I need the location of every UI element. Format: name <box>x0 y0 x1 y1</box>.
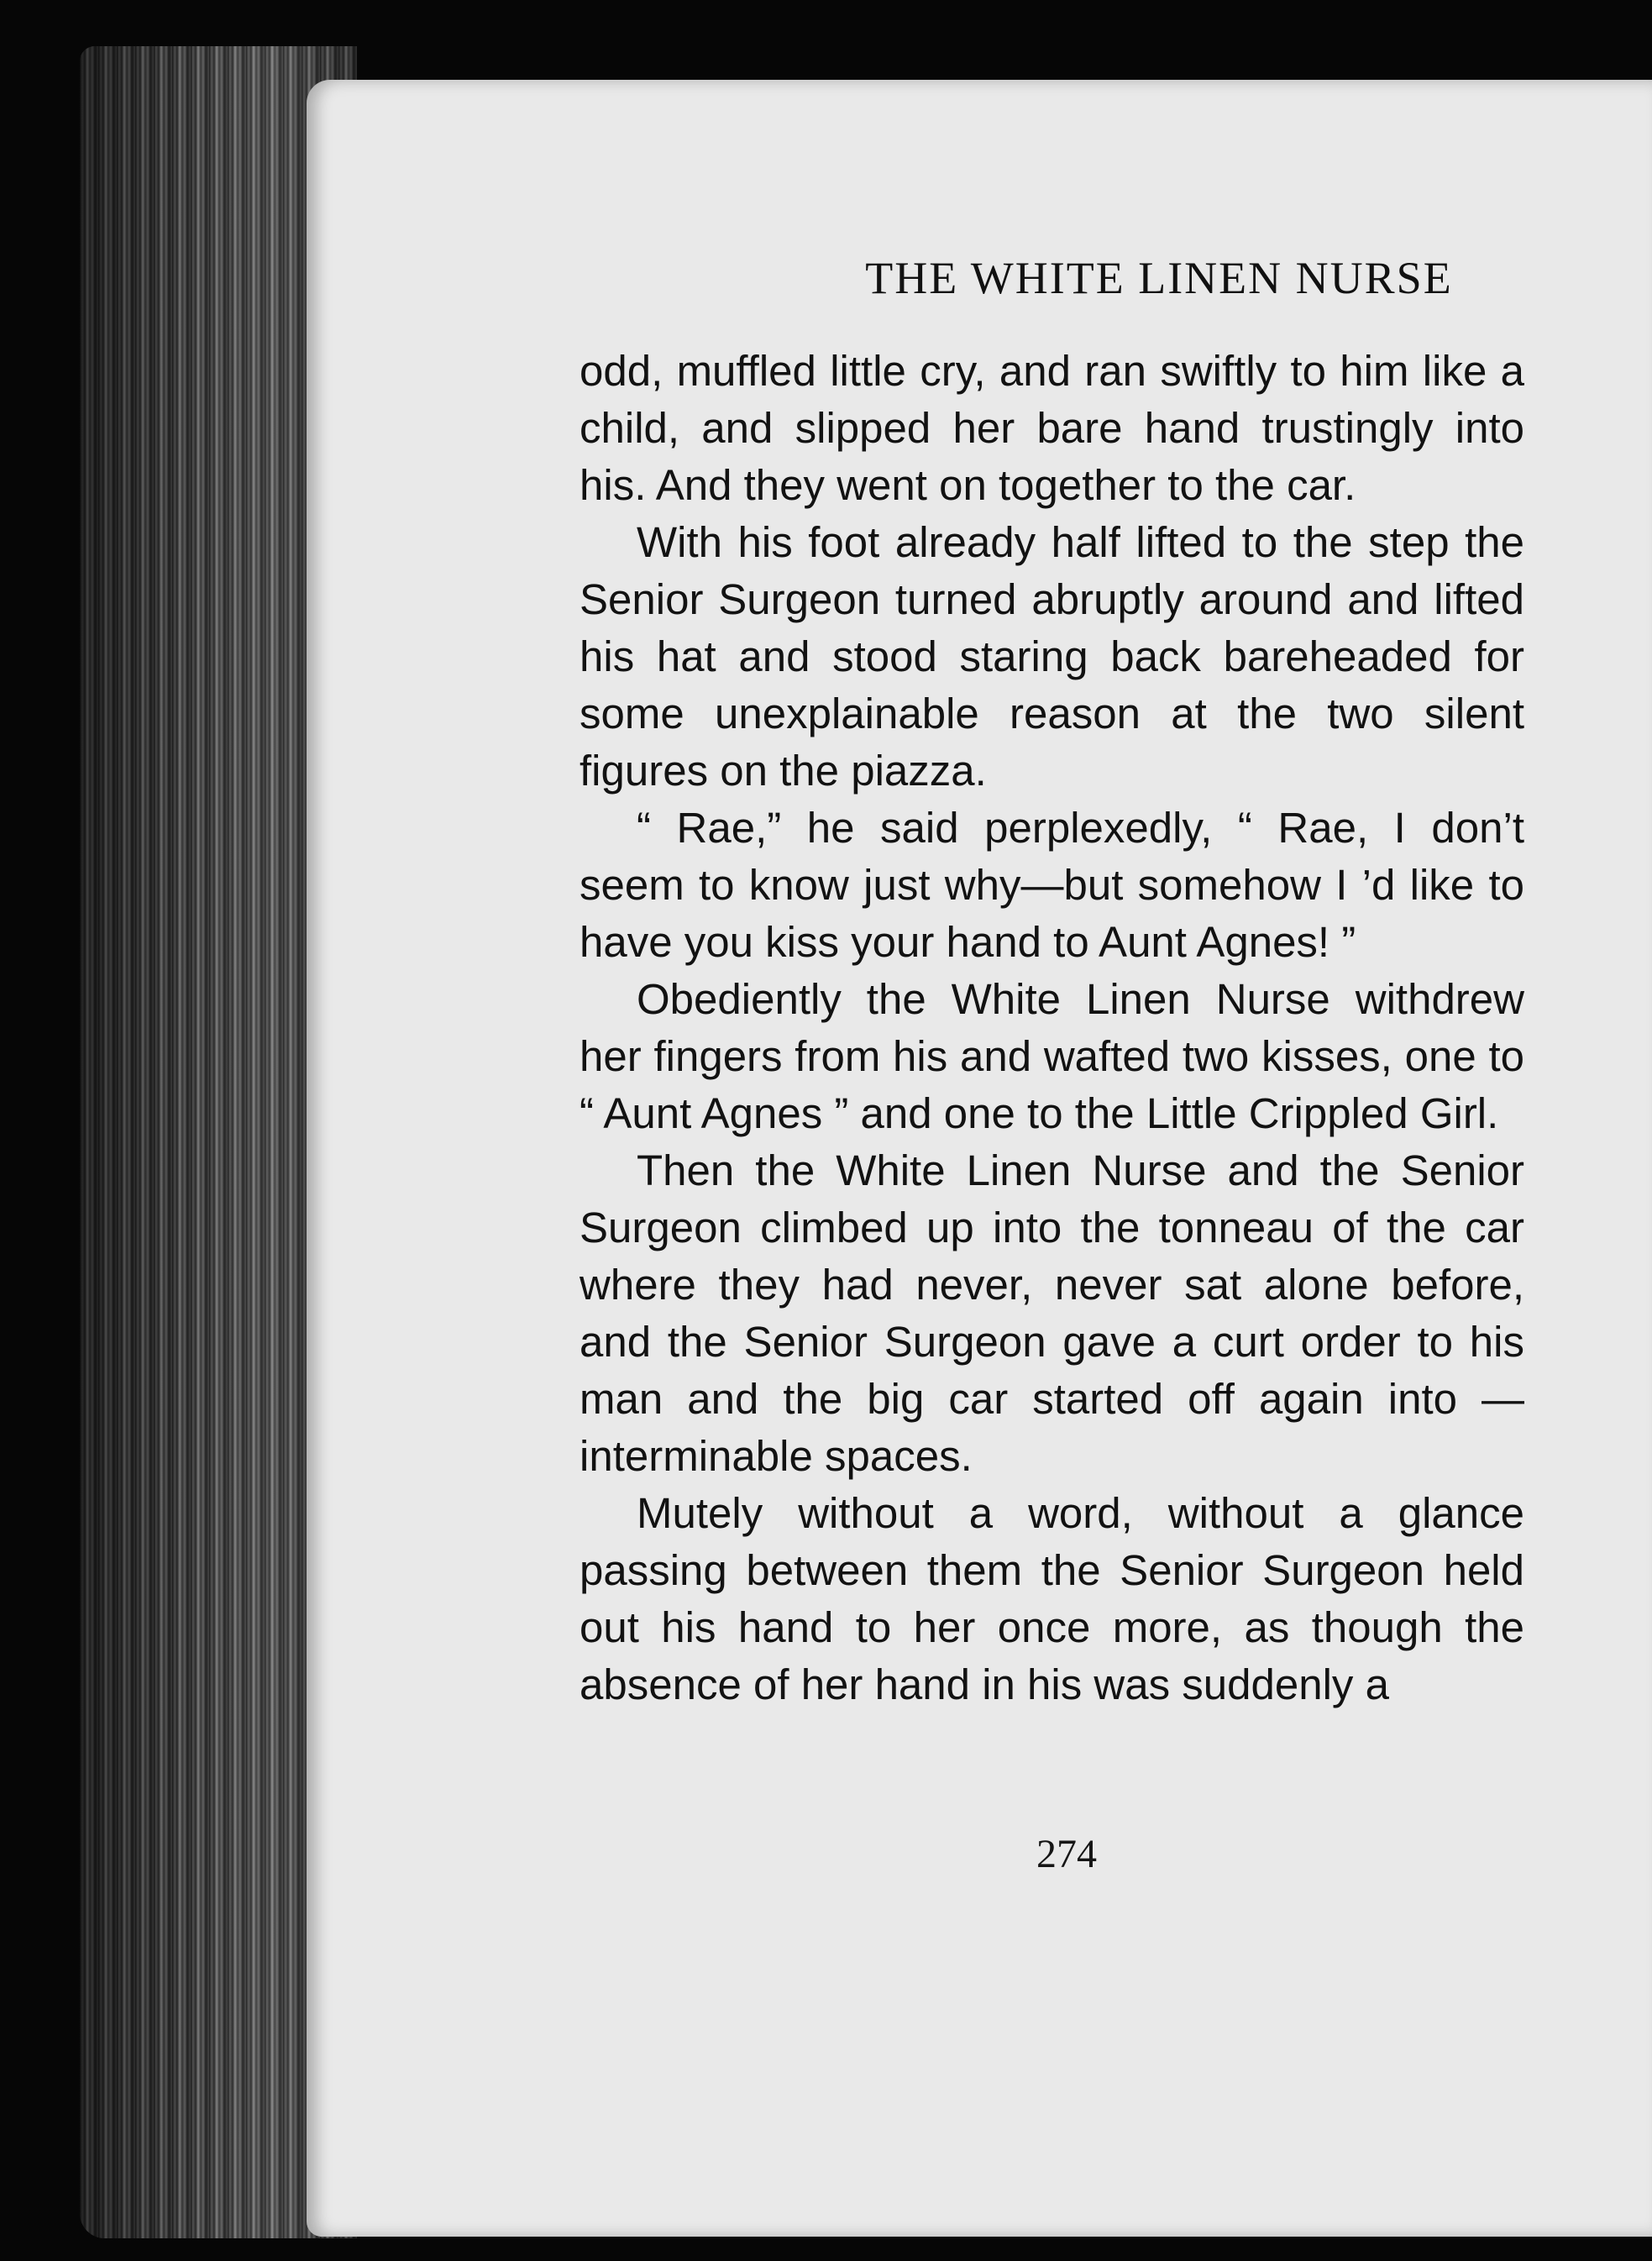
paragraph: Obediently the White Linen Nurse withdrew her fingers from his and wafted two kisses, one to “ Aunt Agnes ” and one to the Little Crippled Girl. <box>580 975 1524 1137</box>
paragraph: With his foot already half lifted to the step the Senior Surgeon turned abruptly around and lifted his hat and stood staring back bareheaded for some unexplainable reason at the two silent figures on the piazza. <box>580 518 1524 795</box>
page-number: 274 <box>1036 1832 1097 1876</box>
page-body <box>580 343 1524 1713</box>
paragraph: Then the White Linen Nurse and the Senior Surgeon climbed up into the tonneau of the car where they had never, never sat alone before, and the Senior Surgeon gave a curt order to his man and the big car started off again into — interminable spaces. <box>580 1146 1524 1480</box>
running-head: THE WHITE LINEN NURSE <box>865 253 1453 303</box>
paragraph: odd, muffled little cry, and ran swiftly to him like a child, and slipped her bare hand trustingly into his. And they went on together to the car. <box>580 347 1524 509</box>
paragraph: “ Rae,” he said perplexedly, “ Rae, I don’t seem to know just why—but somehow I ’d like to have you kiss your hand to Aunt Agnes! ” <box>580 804 1524 966</box>
paragraph: Mutely without a word, without a glance passing between them the Senior Surgeon held out his hand to her once more, as though the absence of her hand in his was suddenly a <box>580 1489 1524 1708</box>
